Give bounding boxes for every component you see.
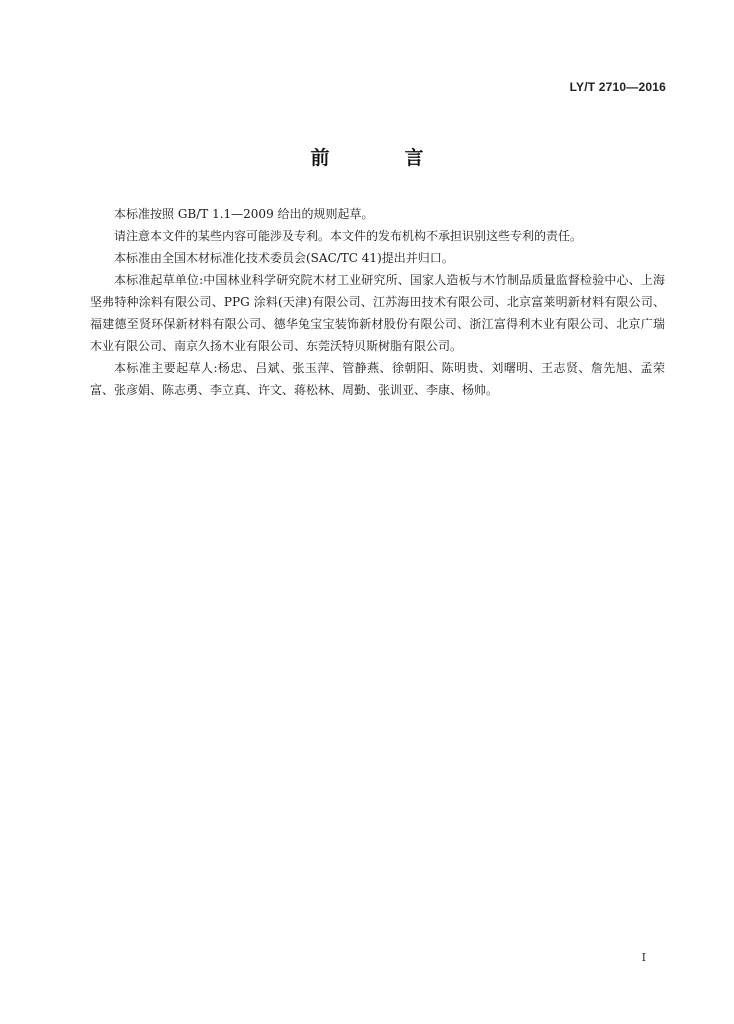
foreword-body (90, 203, 665, 401)
paragraph-drafting-units: 本标准起草单位:中国林业科学研究院木材工业研究所、国家人造板与木竹制品质量监督检验中心、上海坚弗特种涂料有限公司、PPG 涂料(天津)有限公司、江苏海田技术有限公司、北京富莱明新材料有限公司、福建德至贤环保新材料有限公司、德华兔宝宝装饰新材股份有限公司、浙江富得利木业有限公司、北京广瑞木业有限公司、南京久扬木业有限公司、东莞沃特贝斯树脂有限公司。 (90, 273, 665, 353)
page-title: 前 言 (310, 147, 452, 169)
standard-code: LY/T 2710—2016 (569, 80, 666, 94)
paragraph-drafters: 本标准主要起草人:杨忠、吕斌、张玉萍、管静燕、徐朝阳、陈明贵、刘曙明、王志贤、詹先旭、孟荣富、张彦娟、陈志勇、李立真、许文、蒋松林、周勤、张训亚、李康、杨帅。 (90, 361, 665, 397)
paragraph-drafting-rules: 本标准按照 GB/T 1.1—2009 给出的规则起草。 (114, 207, 374, 221)
paragraph-proposer: 本标准由全国木材标准化技术委员会(SAC/TC 41)提出并归口。 (114, 251, 454, 265)
page-number: I (641, 951, 646, 964)
paragraph-patent-notice: 请注意本文件的某些内容可能涉及专利。本文件的发布机构不承担识别这些专利的责任。 (114, 229, 583, 243)
